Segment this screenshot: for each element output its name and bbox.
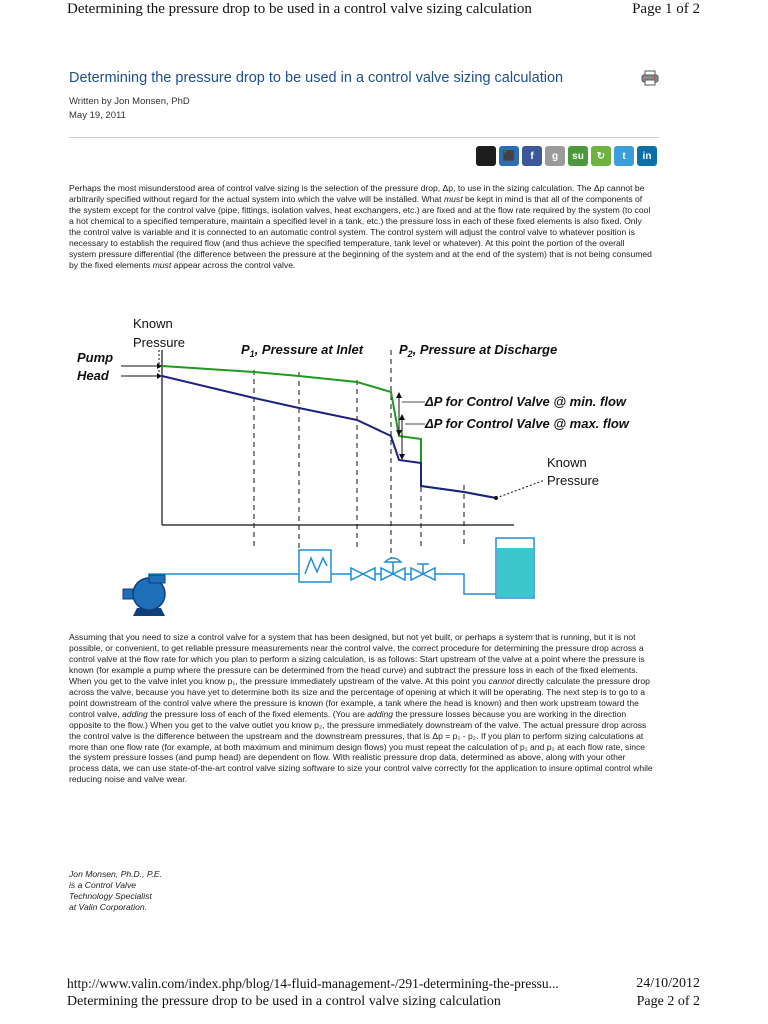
known-pressure-label-top-1: Known [133,316,173,331]
known-pressure-label-right-1: Known [547,455,587,470]
known-pressure-label-right-2: Pressure [547,473,600,488]
twitter-share-icon[interactable]: t [614,146,634,166]
known-pressure-label-top-2: Pressure [133,335,186,350]
share-bar [476,145,657,167]
page2-number: Page 2 of 2 [636,994,700,1009]
linkedin-share-icon[interactable]: in [637,146,657,166]
procedure-paragraph: Assuming that you need to size a control valve for a system that has been designed, but not yet built, or perhaps a system that is running, but it is not possible, or convenient, to get reliable pressure measurements near the control valve, the correct procedure for determining the pressure drop across a control valve at the flow rate for which you plan to perform a sizing calculation, is as follows: Start upstream of the valve at a point where the pressure is known (for example a pump where the pressure can be determined from the head curve) and subtract the pressure loss in each of the fixed elements. When you get to the valve inlet you know p₁, the pressure immediately upstream of the valve. At this point you cannot directly calculate the pressure drop across the valve, because you have yet to determine both its size and the percentage of opening at which it will be operating. The next step is to go to a point downstream of the control valve where the pressure is known (for example, a tank where the head is known) and then work upstream toward the control valve, adding the pressure loss of each of the fixed elements. (You are adding the pressure losses because you are working in the direction opposite to the flow.) When you get to the valve outlet you know p₂, the pressure immediately downstream of the valve. The actual pressure drop across the control valve is the difference between the upstream and the downstream pressures, that is Δp = p₁ - p₂. If you plan to perform sizing calculations at more than one flow rate (for example, at both maximum and minimum design flows) you must repeat the calculation of p₁ and p₂ at each flow rate, since the system pressure losses (and pump head) are dependent on flow. With realistic pressure drop data, determined as above, along with your other process data, we can use state-of-the-art control valve sizing software to size your control valve correctly for the application to insure optimal control while reducing noise and valve wear. [69,632,653,785]
footer-url: http://www.valin.com/index.php/blog/14-fluid-management-/291-determining-the-pressu... [67,976,559,991]
footer-date: 24/10/2012 [636,976,700,991]
digg-share-icon[interactable]: ⬛ [499,146,519,166]
pump-head-label-1: Pump [77,350,114,365]
p1-label: $P_1$, Pressure at Inlet [241,342,364,359]
author-line-4: at Valin Corporation. [69,902,148,912]
byline [69,95,190,123]
isolation-valve-2 [411,564,435,580]
p2-label: $P_2$, Pressure at Discharge [399,342,558,359]
author-block [69,869,162,913]
stumbleupon-share-icon[interactable]: su [568,146,588,166]
intro-paragraph: Perhaps the most misunderstood area of control valve sizing is the selection of the pressure drop, Δp, to use in the sizing calculation. The Δp cannot be arbitrarily specified without regard for the actual system into which the valve will be installed. What must be kept in mind is that all of the components of the system except for the control valve (pipe, fittings, isolation valves, heat exchangers, etc.) are fixed and at the flow rate required by the system (to cool a hot chemical to a specified temperature, maintain a specified level in a tank, etc.) the pressure loss in each of these fixed elements is also fixed. Only the control valve is variable and it is connected to an automatic control system. The control system will adjust the control valve to whatever position is necessary to establish the required flow (and thus achieve the specified temperature, tank level or whatever). At this point the portion of the overall system pressure differential (the difference between the pressure at the beginning of the system and at the end of the system) that is not being consumed by the fixed elements must appear across the control valve. [69,183,652,270]
google-share-icon[interactable]: g [545,146,565,166]
print-icon[interactable] [641,70,659,86]
pump [123,575,165,616]
header-page-number: Page 1 of 2 [632,1,700,17]
dp-max-label: ΔP for Control Valve @ max. flow [425,416,629,431]
article-title[interactable]: Determining the pressure drop to be used in a control valve sizing calculation [69,70,564,86]
pressure-profile-diagram [69,310,659,630]
date-line: May 19, 2011 [69,110,126,121]
isolation-valve-1 [351,568,375,580]
share-share-icon[interactable]: ↻ [591,146,611,166]
facebook-share-icon[interactable]: f [522,146,542,166]
tank [496,538,534,598]
min-flow-pressure-line [162,366,496,498]
delicious-share-icon[interactable] [476,146,496,166]
control-valve [381,558,405,580]
author-line: Written by Jon Monsen, PhD [69,96,190,107]
author-line-3: Technology Specialist [69,891,152,901]
divider [69,137,659,138]
author-line-1: Jon Monsen, Ph.D., P.E. [69,869,162,879]
pump-head-label-2: Head [77,368,109,383]
header-title: Determining the pressure drop to be used in a control valve sizing calculation [67,1,532,17]
dp-min-label: ΔP for Control Valve @ min. flow [425,394,627,409]
author-line-2: is a Control Valve [69,880,137,890]
page2-title: Determining the pressure drop to be used in a control valve sizing calculation [67,994,501,1009]
